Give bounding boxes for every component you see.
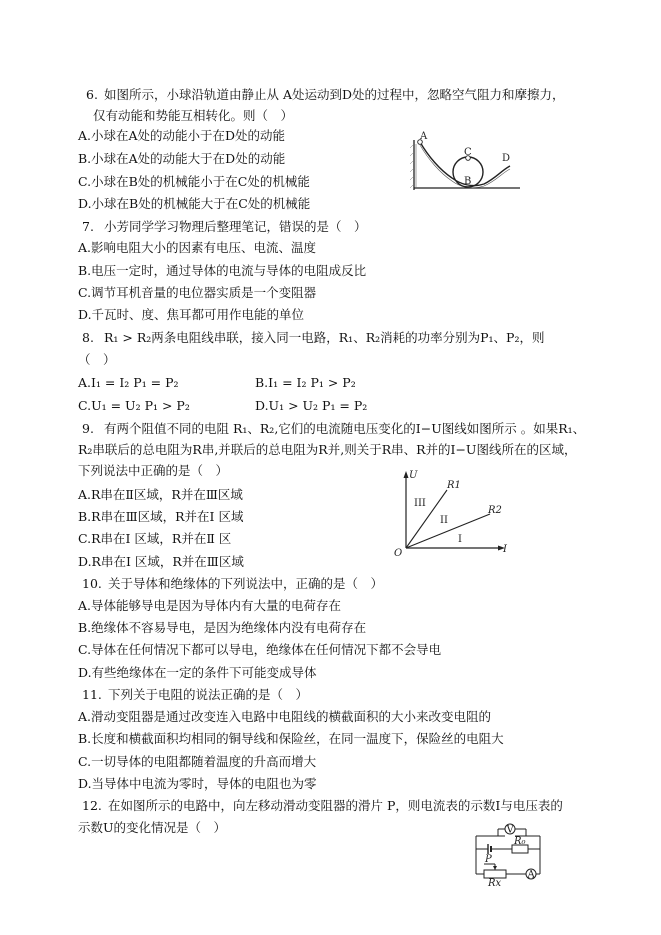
q6-stem-line2: 仅有动能和势能互相转化。则（ ） [93,108,294,123]
q10-option-c: C.导体在任何情况下都可以导电，绝缘体在任何情况下都不会导电 [78,642,442,657]
q11-option-d: D.当导体中电流为零时，导体的电阻也为零 [78,776,317,791]
q12-slider-p-label: P [485,854,492,865]
q9-option-c: C.R串在Ⅰ 区域，R并在Ⅱ 区 [78,531,232,546]
q8-number: 8. [82,330,94,345]
q9-option-b: B.R串在Ⅲ区域，R并在Ⅰ 区域 [78,509,244,524]
q12-r0-label: R₀ [514,836,526,847]
q6-option-a: A.小球在A处的动能小于在D处的动能 [78,128,286,143]
q9-stem-line2: R₂串联后的总电阻为R串,并联后的总电阻为R并,则关于R串、R并的I−U图线所在的区域， [78,442,577,457]
q6-label-d: D [502,153,511,164]
q11-number: 11. [82,687,102,702]
q9-region-3-label: III [414,498,426,509]
q9-r2-label: R2 [488,505,502,516]
q11-option-c: C.一切导体的电阻都随着温度的升高而增大 [78,754,317,769]
q11-option-a: A.滑动变阻器是通过改变连入电路中电阻线的横截面积的大小来改变电阻的 [78,709,492,724]
q10-number: 10. [82,576,102,591]
q6-number: 6. [86,87,98,102]
q9-origin-label: O [394,548,403,556]
q8-option-c: C.U₁ = U₂ P₁ > P₂ [78,398,190,413]
q9-stem-line3: 下列说法中正确的是（ ） [78,463,229,478]
q12-voltmeter-label: V [506,824,514,836]
q9-r1-label: R1 [447,480,461,491]
q6-option-b: B.小球在A处的动能大于在D处的动能 [78,151,286,166]
q7-option-d: D.千瓦时、度、焦耳都可用作电能的单位 [78,307,305,322]
q12-stem-line1: 在如图所示的电路中，向左移动滑动变阻器的滑片 P，则电流表的示数I与电压表的 [108,798,563,813]
q9-number: 9. [82,421,94,436]
q12-stem-line2: 示数U的变化情况是（ ） [78,820,227,835]
q10-option-b: B.绝缘体不容易导电，是因为绝缘体内没有电荷存在 [78,620,367,635]
q11-option-b: B.长度和横截面积均相同的铜导线和保险丝，在同一温度下，保险丝的电阻大 [78,731,504,746]
q6-label-b: B [464,176,472,187]
q6-option-c: C.小球在B处的机械能小于在C处的机械能 [78,174,310,189]
q12-ammeter-label: A [527,869,535,881]
q6-label-c: C [464,147,472,158]
q8-stem-line1: R₁ > R₂两条电阻线串联，接入同一电路，R₁、R₂消耗的功率分别为P₁、P₂，则 [104,330,545,345]
q9-axis-i-label: I [503,544,507,555]
q9-region-2-label: II [440,515,448,526]
q7-option-a: A.影响电阻大小的因素有电压、电流、温度 [78,240,317,255]
q10-option-a: A.导体能够导电是因为导体内有大量的电荷存在 [78,598,342,613]
q6-stem-line1: 如图所示，小球沿轨道由静止从 A处运动到D处的过程中，忽略空气阻力和摩擦力， [104,87,565,102]
q10-stem: 关于导体和绝缘体的下列说法中，正确的是（ ） [108,576,384,591]
q7-option-b: B.电压一定时，通过导体的电流与导体的电阻成反比 [78,263,367,278]
q7-option-c: C.调节耳机音量的电位器实质是一个变阻器 [78,285,317,300]
q6-label-a: A [420,131,428,142]
q6-track-figure [406,128,524,196]
q9-region-1-label: I [458,534,462,545]
q9-stem-line1: 有两个阻值不同的电阻 R₁、R₂,它们的电流随电压变化的I−U图线如图所示 。如果R₁、 [104,421,586,436]
q11-stem: 下列关于电阻的说法正确的是（ ） [108,687,309,702]
q7-stem: 小芳同学学习物理后整理笔记，错误的是（ ） [104,219,367,234]
q8-stem-line2: （ ） [78,352,116,367]
q9-option-a: A.R串在Ⅱ区域，R并在Ⅲ区域 [78,487,243,502]
q10-option-d: D.有些绝缘体在一定的条件下可能变成导体 [78,665,317,680]
q12-circuit-figure [468,822,552,888]
q8-option-a: A.I₁ = I₂ P₁ = P₂ [78,375,179,390]
q9-option-d: D.R串在Ⅰ 区域，R并在Ⅲ区域 [78,554,244,569]
q7-number: 7. [82,219,94,234]
q8-option-b: B.I₁ = I₂ P₁ > P₂ [255,375,356,390]
q6-option-d: D.小球在B处的机械能大于在C处的机械能 [78,196,311,211]
q9-iu-graph [392,466,512,556]
q12-number: 12. [82,798,102,813]
q12-rx-label: Rx [488,878,502,888]
q8-option-d: D.U₁ > U₂ P₁ = P₂ [255,398,368,413]
q9-axis-u-label: U [409,470,418,481]
